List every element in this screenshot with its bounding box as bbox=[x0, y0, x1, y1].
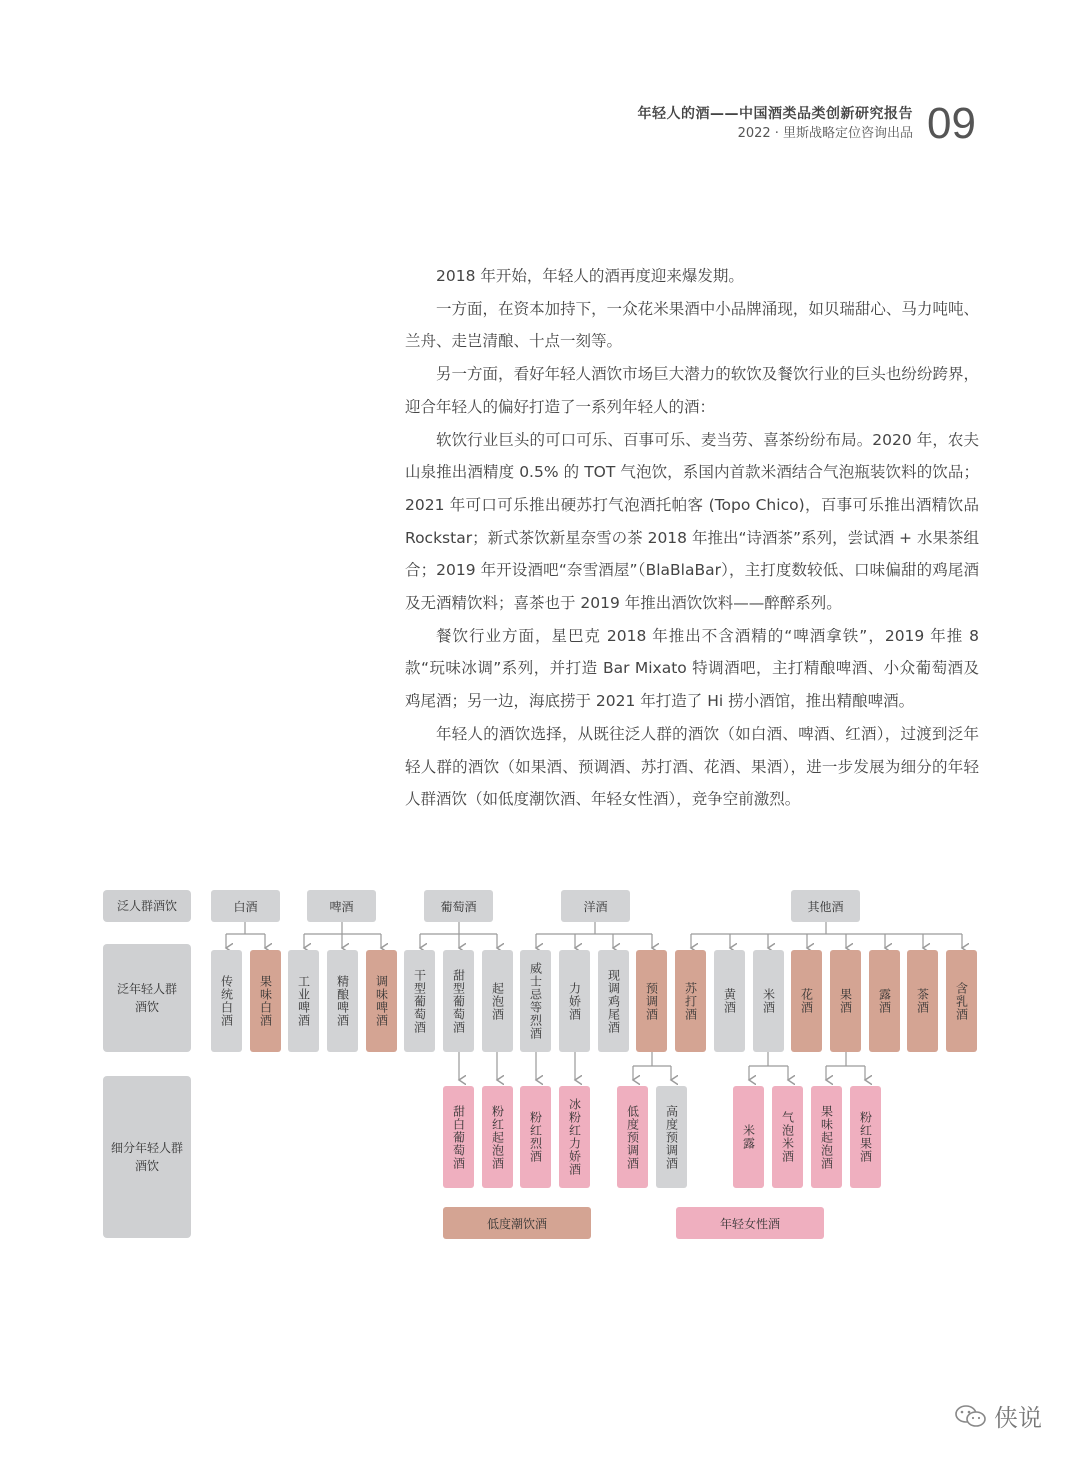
wechat-icon bbox=[954, 1404, 988, 1428]
segment-young-female: 年轻女性酒 bbox=[676, 1207, 824, 1239]
paragraph: 2018 年开始，年轻人的酒再度迎来爆发期。 bbox=[436, 267, 744, 285]
sub-item: 粉红起泡酒 bbox=[482, 1086, 513, 1188]
mid-item: 调味啤酒 bbox=[366, 950, 397, 1052]
mid-item: 茶酒 bbox=[907, 950, 938, 1052]
mid-item: 花酒 bbox=[791, 950, 822, 1052]
mid-item: 精酿啤酒 bbox=[327, 950, 358, 1052]
category-other: 其他酒 bbox=[791, 890, 860, 922]
page-number: 09 bbox=[927, 99, 976, 148]
category-wine: 葡萄酒 bbox=[424, 890, 493, 922]
mid-item: 米酒 bbox=[753, 950, 784, 1052]
watermark-text: 侠说 bbox=[994, 1404, 1042, 1432]
mid-item: 起泡酒 bbox=[482, 950, 513, 1052]
row-label-young-general: 泛年轻人群 酒饮 bbox=[103, 944, 191, 1052]
sub-item: 米露 bbox=[733, 1086, 764, 1188]
category-baijiu: 白酒 bbox=[211, 890, 280, 922]
mid-item: 苏打酒 bbox=[675, 950, 706, 1052]
sub-item: 低度预调酒 bbox=[617, 1086, 648, 1188]
report-subtitle: 2022 · 里斯战略定位咨询出品 bbox=[737, 126, 914, 141]
mid-item: 含乳酒 bbox=[946, 950, 977, 1052]
watermark bbox=[954, 1398, 1042, 1433]
sub-item: 果味起泡酒 bbox=[811, 1086, 842, 1188]
mid-item: 预调酒 bbox=[636, 950, 667, 1052]
mid-item: 传统白酒 bbox=[211, 950, 242, 1052]
sub-item: 甜白葡萄酒 bbox=[443, 1086, 474, 1188]
row-label-general: 泛人群酒饮 bbox=[103, 890, 191, 922]
mid-item: 威士忌等烈酒 bbox=[520, 950, 551, 1052]
paragraph: 年轻人的酒饮选择，从既往泛人群的酒饮（如白酒、啤酒、红酒），过渡到泛年轻人群的酒饮（如果酒、预调酒、苏打酒、花酒、果酒），进一步发展为细分的年轻人群酒饮（如低度潮饮酒、年轻女性酒），竞争空前激烈。 bbox=[405, 724, 979, 809]
segment-low-abv-trendy: 低度潮饮酒 bbox=[443, 1207, 591, 1239]
sub-item: 粉红果酒 bbox=[850, 1086, 881, 1188]
mid-item: 果酒 bbox=[830, 950, 861, 1052]
row-label-young-segmented: 细分年轻人群 酒饮 bbox=[103, 1076, 191, 1238]
sub-item: 粉红烈酒 bbox=[520, 1086, 551, 1188]
sub-item: 气泡米酒 bbox=[772, 1086, 803, 1188]
category-spirits: 洋酒 bbox=[561, 890, 630, 922]
paragraph: 另一方面，看好年轻人酒饮市场巨大潜力的软饮及餐饮行业的巨头也纷纷跨界，迎合年轻人的偏好打造了一系列年轻人的酒： bbox=[405, 365, 979, 416]
sub-item: 冰粉红力娇酒 bbox=[559, 1086, 590, 1188]
paragraph: 软饮行业巨头的可口可乐、百事可乐、麦当劳、喜茶纷纷布局。2020 年，农夫山泉推出酒精度 0.5% 的 TOT 气泡饮，系国内首款米酒结合气泡瓶装饮料的饮品；2021 年可口可乐推出硬苏打气泡酒托帕客 (Topo Chico)，百事可乐推出酒精饮品 Rockstar；新式茶饮新星奈雪の茶 2018 年推出“诗酒茶”系列，尝试酒 + 水果茶组合；2019 年开设酒吧“奈雪酒屋”（BlaBlaBar），主打度数较低、口味偏甜的鸡尾酒及无酒精饮料；喜茶也于 2019 年推出酒饮饮料——醉醉系列。 bbox=[405, 430, 979, 613]
paragraph: 一方面，在资本加持下，一众花米果酒中小品牌涌现，如贝瑞甜心、马力吨吨、兰舟、走岂清酿、十点一刻等。 bbox=[405, 299, 979, 351]
sub-item: 高度预调酒 bbox=[656, 1086, 687, 1188]
mid-item: 果味白酒 bbox=[250, 950, 281, 1052]
mid-item: 力娇酒 bbox=[559, 950, 590, 1052]
report-title: 年轻人的酒——中国酒类品类创新研究报告 bbox=[637, 106, 914, 122]
mid-item: 露酒 bbox=[869, 950, 900, 1052]
category-beer: 啤酒 bbox=[307, 890, 376, 922]
mid-item: 现调鸡尾酒 bbox=[598, 950, 629, 1052]
mid-item: 甜型葡萄酒 bbox=[443, 950, 474, 1052]
mid-item: 工业啤酒 bbox=[288, 950, 319, 1052]
paragraph: 餐饮行业方面，星巴克 2018 年推出不含酒精的“啤酒拿铁”，2019 年推 8 款“玩味冰调”系列，并打造 Bar Mixato 特调酒吧，主打精酿啤酒、小众葡萄酒及鸡尾酒；另一边，海底捞于 2021 年打造了 Hi 捞小酒馆，推出精酿啤酒。 bbox=[405, 626, 979, 711]
mid-item: 干型葡萄酒 bbox=[404, 950, 435, 1052]
mid-item: 黄酒 bbox=[714, 950, 745, 1052]
